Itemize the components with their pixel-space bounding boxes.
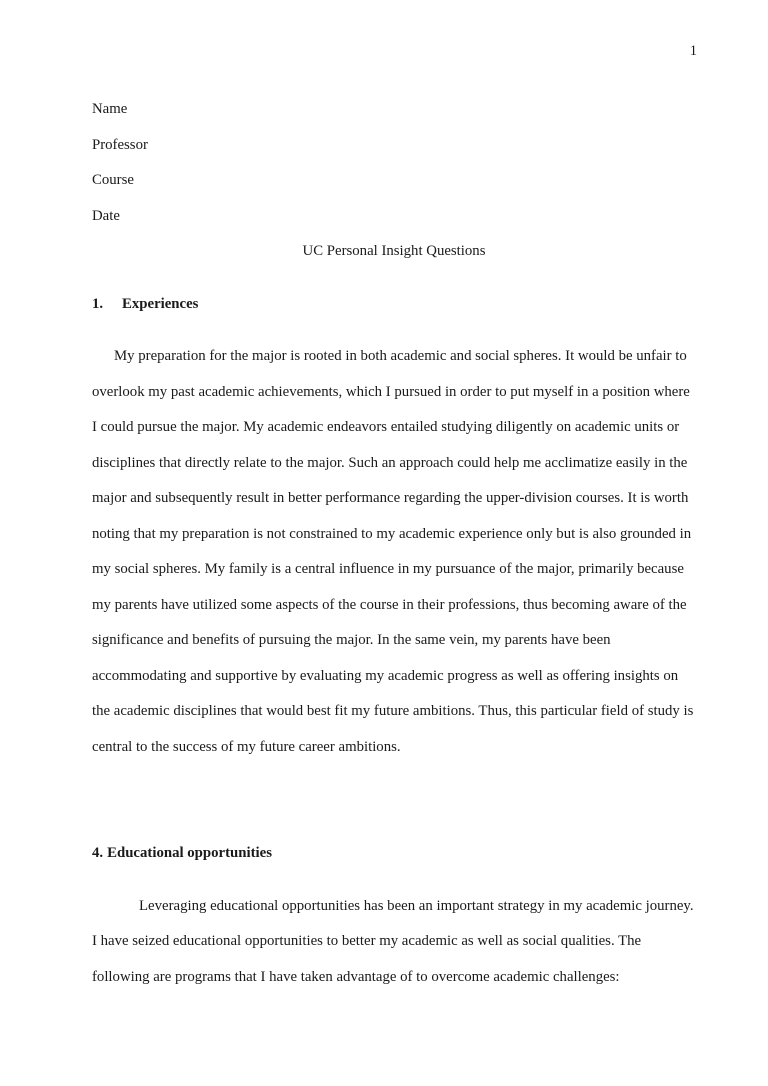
- section-number-1: 1.: [92, 295, 104, 312]
- paragraph-educational-opportunities: Leveraging educational opportunities has been an important strategy in my academic journey. I have seized educational opportunities to better my academic as well as social qualities. The following are programs that I have taken advantage of to overcome academic challenges:: [92, 897, 694, 985]
- section-gap-line-2: [92, 801, 698, 837]
- heading-gap-2: [92, 872, 698, 889]
- section-title-experiences: Experiences: [122, 295, 199, 312]
- document-header-block: [92, 92, 698, 234]
- heading-gap-1: [92, 322, 698, 339]
- section-heading-educational-opportunities: [92, 836, 698, 872]
- section-heading-experiences: [92, 287, 698, 323]
- document-body: [92, 92, 698, 995]
- title-spacer: [92, 270, 698, 287]
- section-title-educational-opportunities: Educational opportunities: [107, 845, 272, 861]
- header-line-name: Name: [92, 101, 128, 117]
- header-line-professor: Professor: [92, 136, 148, 153]
- section-number-4: 4.: [92, 845, 104, 861]
- paragraph-experiences: My preparation for the major is rooted in both academic and social spheres. It would be unfair to overlook my past academic achievements, which I pursued in order to put myself in a position where I could pursue the major. My academic endeavors entailed studying diligently on academic units or disciplines that directly relate to the major. Such an approach could help me acclimatize easily in the major and subsequently result in better performance regarding the upper-division courses. It is worth noting that my preparation is not constrained to my academic experience only but is also grounded in my social spheres. My family is a central influence in my pursuance of the major, primarily because my parents have utilized some aspects of the course in their professions, thus becoming aware of the significance and benefits of pursuing the major. In the same vein, my parents have been accommodating and supportive by evaluating my academic progress as well as offering insights on the academic disciplines that would best fit my future ambitions. Thus, this particular field of study is central to the success of my future career ambitions.: [92, 348, 694, 755]
- page-number: 1: [689, 43, 697, 59]
- section-gap-line-1: [92, 765, 698, 801]
- header-line-course: Course: [92, 172, 134, 188]
- header-line-date: Date: [92, 207, 120, 224]
- document-title: UC Personal Insight Questions: [302, 243, 486, 259]
